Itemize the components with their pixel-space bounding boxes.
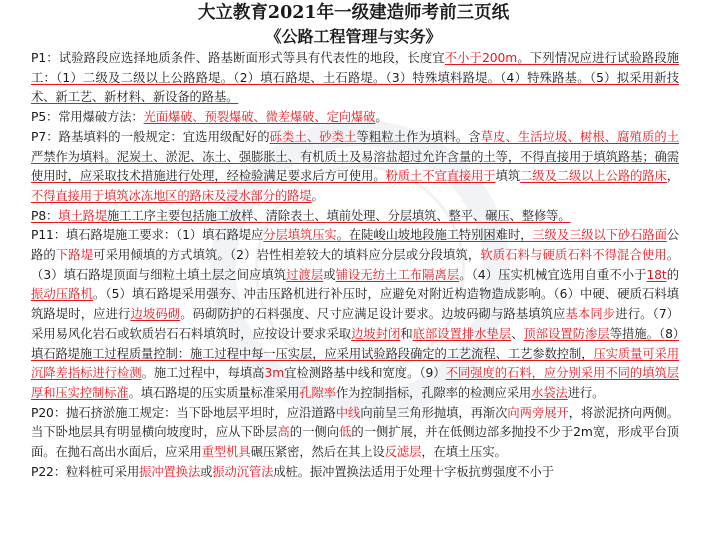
highlighted-text: 顶部设置防渗层 <box>523 326 610 341</box>
highlighted-text: 三级及三级以下砂石路面 <box>532 228 667 243</box>
body-text: 可采用倾填的方式填筑。（2）岩性相差较大的填料应分层或分段填筑， <box>93 248 481 263</box>
highlighted-text: 粉质土不宜直接用于 <box>385 169 496 184</box>
body-text: P11：填石路堤施工要求：（1）填石路堤应 <box>31 228 264 243</box>
highlighted-text: 中线 <box>335 405 361 420</box>
highlighted-text: 不小于200m <box>444 51 518 65</box>
highlighted-text: 下路堤 <box>55 248 94 263</box>
body-text: P5：常用爆破方法： <box>31 110 144 125</box>
body-text: 的 <box>666 267 679 282</box>
note-paragraph <box>0 207 707 227</box>
highlighted-text: 18t <box>646 267 667 282</box>
body-text: 。填石路堤的压实质量标准采用 <box>128 385 300 400</box>
note-paragraph <box>0 463 707 483</box>
notes-body <box>0 49 707 482</box>
body-text: 。（3）填石路堤顶面与细粒土填土层之间应填筑 <box>31 248 679 282</box>
body-text: 的一侧向 <box>289 425 340 440</box>
highlighted-text: 软质石料与硬质石料不得混合使用 <box>480 248 667 263</box>
highlighted-text: 填土路堤 <box>58 208 108 223</box>
body-text: ， <box>666 169 679 184</box>
highlighted-text: 振动沉管法 <box>212 464 274 479</box>
body-text: 进行。 <box>567 385 605 400</box>
body-text: 进行。（7）采用易风化岩石或软质岩石石料填筑时，应按设计要求采取 <box>31 307 680 341</box>
body-text: 或 <box>323 267 336 282</box>
highlighted-text: 向两旁展开 <box>507 405 569 420</box>
page-subtitle: 《公路工程管理与实务》 <box>265 27 442 46</box>
body-text: 严禁作为填料。泥炭土、淤泥、冻土、强膨胀土、有机质土及易溶盐超过允许含量的土等，不得直接用于填筑路基；确需使用时，应采取技术措施进行处理，经检验满足要求后方可使用。 <box>31 149 679 184</box>
highlighted-text: 铺设无纺土工布隔离层 <box>335 267 460 282</box>
body-text: 向前呈三角形抛填，再渐次 <box>360 405 508 420</box>
highlighted-text: 边坡封闭 <box>351 326 401 341</box>
body-text: ，在填土压实。 <box>421 445 507 460</box>
body-text: P1：试验路段应选择地质条件、路基断面形式等具有代表性的地段，长度宜 <box>31 51 445 65</box>
body-text: 。（4）压实机械宜选用自重不小于 <box>459 267 647 282</box>
highlighted-text: 水袋法 <box>531 385 568 400</box>
body-text: ，将淤泥挤向两侧。当下卧地层具有明显横向坡度时，应从下卧层 <box>31 405 679 440</box>
highlighted-text: 低 <box>339 425 352 440</box>
body-text: 的一侧扩展，并在低侧边部多抛投不少于2m宽，形成平台顶面。在抛石高出水面后，应采用 <box>31 425 679 460</box>
body-text: P20：抛石挤淤施工规定：当下卧地层平坦时，应沿道路 <box>31 405 336 420</box>
body-text: 碾压紧密，然后在其上设 <box>250 445 385 460</box>
body-text: P7：路基填料的一般规定：宜选用级配好的 <box>31 129 270 144</box>
highlighted-text: 底部设置排水垫层 <box>412 326 512 341</box>
body-text: 。在陡峻山坡地段施工特别困难时， <box>336 228 533 243</box>
body-text: 作为控制指标，孔隙率的检测应采用 <box>335 385 532 400</box>
highlighted-text: 不得直接用于填筑冰冻地区的路床及浸水部分的路堤 <box>31 188 312 203</box>
highlighted-text: 反滤层 <box>384 445 422 460</box>
body-text: 成桩。振冲置换法适用于处理十字板抗剪强度不小于 <box>273 464 554 479</box>
highlighted-text: 孔隙率 <box>299 385 336 400</box>
note-paragraph <box>0 128 707 207</box>
highlighted-text: 二级及二级以上公路的路床 <box>520 169 667 184</box>
highlighted-text: 砾类土、砂类土 <box>269 129 357 144</box>
highlighted-text: 振冲置换法 <box>139 464 201 479</box>
body-text: 、 <box>511 326 524 341</box>
highlighted-text: 重型机具 <box>201 445 251 460</box>
body-text: 。 <box>375 110 388 125</box>
body-text: P8： <box>31 208 59 223</box>
body-text: 等措施。（8）填石路堤施工过程质量控制：施工过程中每一压实层，应采用试验路段确定的工艺流程、工艺参数控制， <box>31 326 679 361</box>
note-paragraph <box>0 404 707 463</box>
body-text: 。 <box>311 188 324 203</box>
body-text: P22：粒料桩可采用 <box>31 464 140 479</box>
highlighted-text: 振动压路机 <box>31 287 93 302</box>
body-text: 施工工序主要包括施工放样、清除表土、填前处理、分层填筑、整平、碾压、整修等。 <box>107 208 571 223</box>
body-text: 。码砌防护的石料强度、尺寸应满足设计要求。边坡码砌与路基填筑应 <box>180 307 566 322</box>
note-paragraph <box>0 226 707 403</box>
highlighted-text: 3m <box>264 366 285 381</box>
body-text: 。下列情况应进行试验路段施工：（1）二级及二级以上公路路堤。（2）填石路堤、土石路堤。（3）特殊填料路堤。（4）特殊路基。（5）拟采用新技术、新工艺、新材料、新设备的路基。 <box>31 51 680 105</box>
highlighted-text: 边坡码砌 <box>130 307 181 322</box>
highlighted-text: 基本同步 <box>565 307 616 322</box>
highlighted-text: 压实质量可采用沉降差指标进行检测 <box>31 346 679 381</box>
body-text: 等粗粒土作为填料。含 <box>356 129 481 144</box>
note-paragraph <box>0 49 707 108</box>
body-text: 公路的 <box>31 228 680 263</box>
highlighted-text: 过渡层 <box>286 267 324 282</box>
highlighted-text: 草皮、生活垃圾、树根、腐殖质的土 <box>480 129 679 144</box>
body-text: 填筑 <box>495 169 521 184</box>
highlighted-text: 不同强度的石料，应分别采用不同的填筑层厚和压实控制标准 <box>31 366 679 400</box>
highlighted-text: 光面爆破、预裂爆破、微差爆破、定向爆破 <box>143 110 376 125</box>
page-title: 大立教育2021年一级建造师考前三页纸 <box>197 3 510 23</box>
body-text: 。（5）填石路堤采用强夯、冲击压路机进行补压时，应避免对附近构造物造成影响。（6）中硬、硬质石料填筑路堤时，应进行 <box>31 287 679 322</box>
body-text: 或 <box>200 464 213 479</box>
body-text: 宜检测路基中线和宽度。（9） <box>284 366 446 381</box>
highlighted-text: 高 <box>277 425 290 440</box>
highlighted-text: 分层填筑压实 <box>263 228 337 243</box>
body-text: 和 <box>400 326 413 341</box>
body-text: 。施工过程中，每填高 <box>141 366 265 381</box>
note-paragraph <box>0 108 707 128</box>
